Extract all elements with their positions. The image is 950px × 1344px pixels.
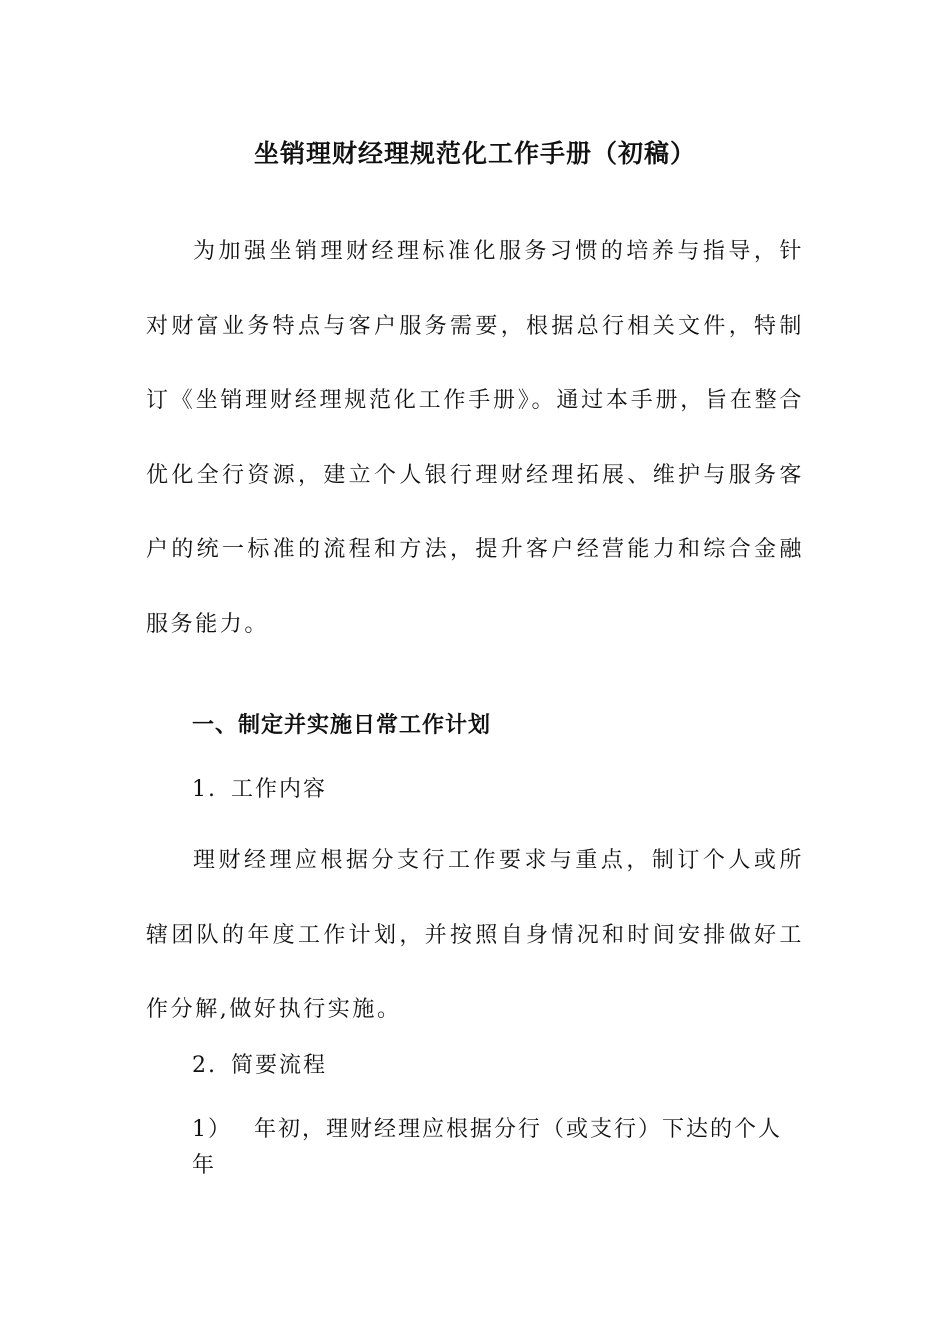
subsection-brief-process (192, 1048, 327, 1084)
step-number: 1） (192, 1117, 232, 1142)
intro-paragraph: 为加强坐销理财经理标准化服务习惯的培养与指导，针对财富业务特点与客户服务需要，根据总行相关文件，特制订《坐销理财经理规范化工作手册》。通过本手册，旨在整合优化全行资源，建立个人银行理财经理拓展、维护与服务客户的统一标准的流程和方法，提升客户经营能力和综合金融服务能力。 (146, 239, 804, 637)
process-step (192, 1112, 804, 1184)
section-heading: 一、制定并实施日常工作计划 (192, 713, 492, 738)
subsection-number: 1. (192, 777, 217, 802)
work-content-paragraph: 理财经理应根据分支行工作要求与重点，制订个人或所辖团队的年度工作计划，并按照自身情况和时间安排做好工作分解,做好执行实施。 (146, 848, 804, 1022)
subsection-title: 工作内容 (231, 777, 328, 802)
subsection-number: 2. (192, 1053, 217, 1078)
document-title: 坐销理财经理规范化工作手册（初稿） (253, 139, 696, 168)
step-text: 年初，理财经理应根据分行（或支行）下达的个人年 (192, 1117, 783, 1178)
subsection-work-content (192, 772, 327, 808)
subsection-title: 简要流程 (231, 1053, 328, 1078)
